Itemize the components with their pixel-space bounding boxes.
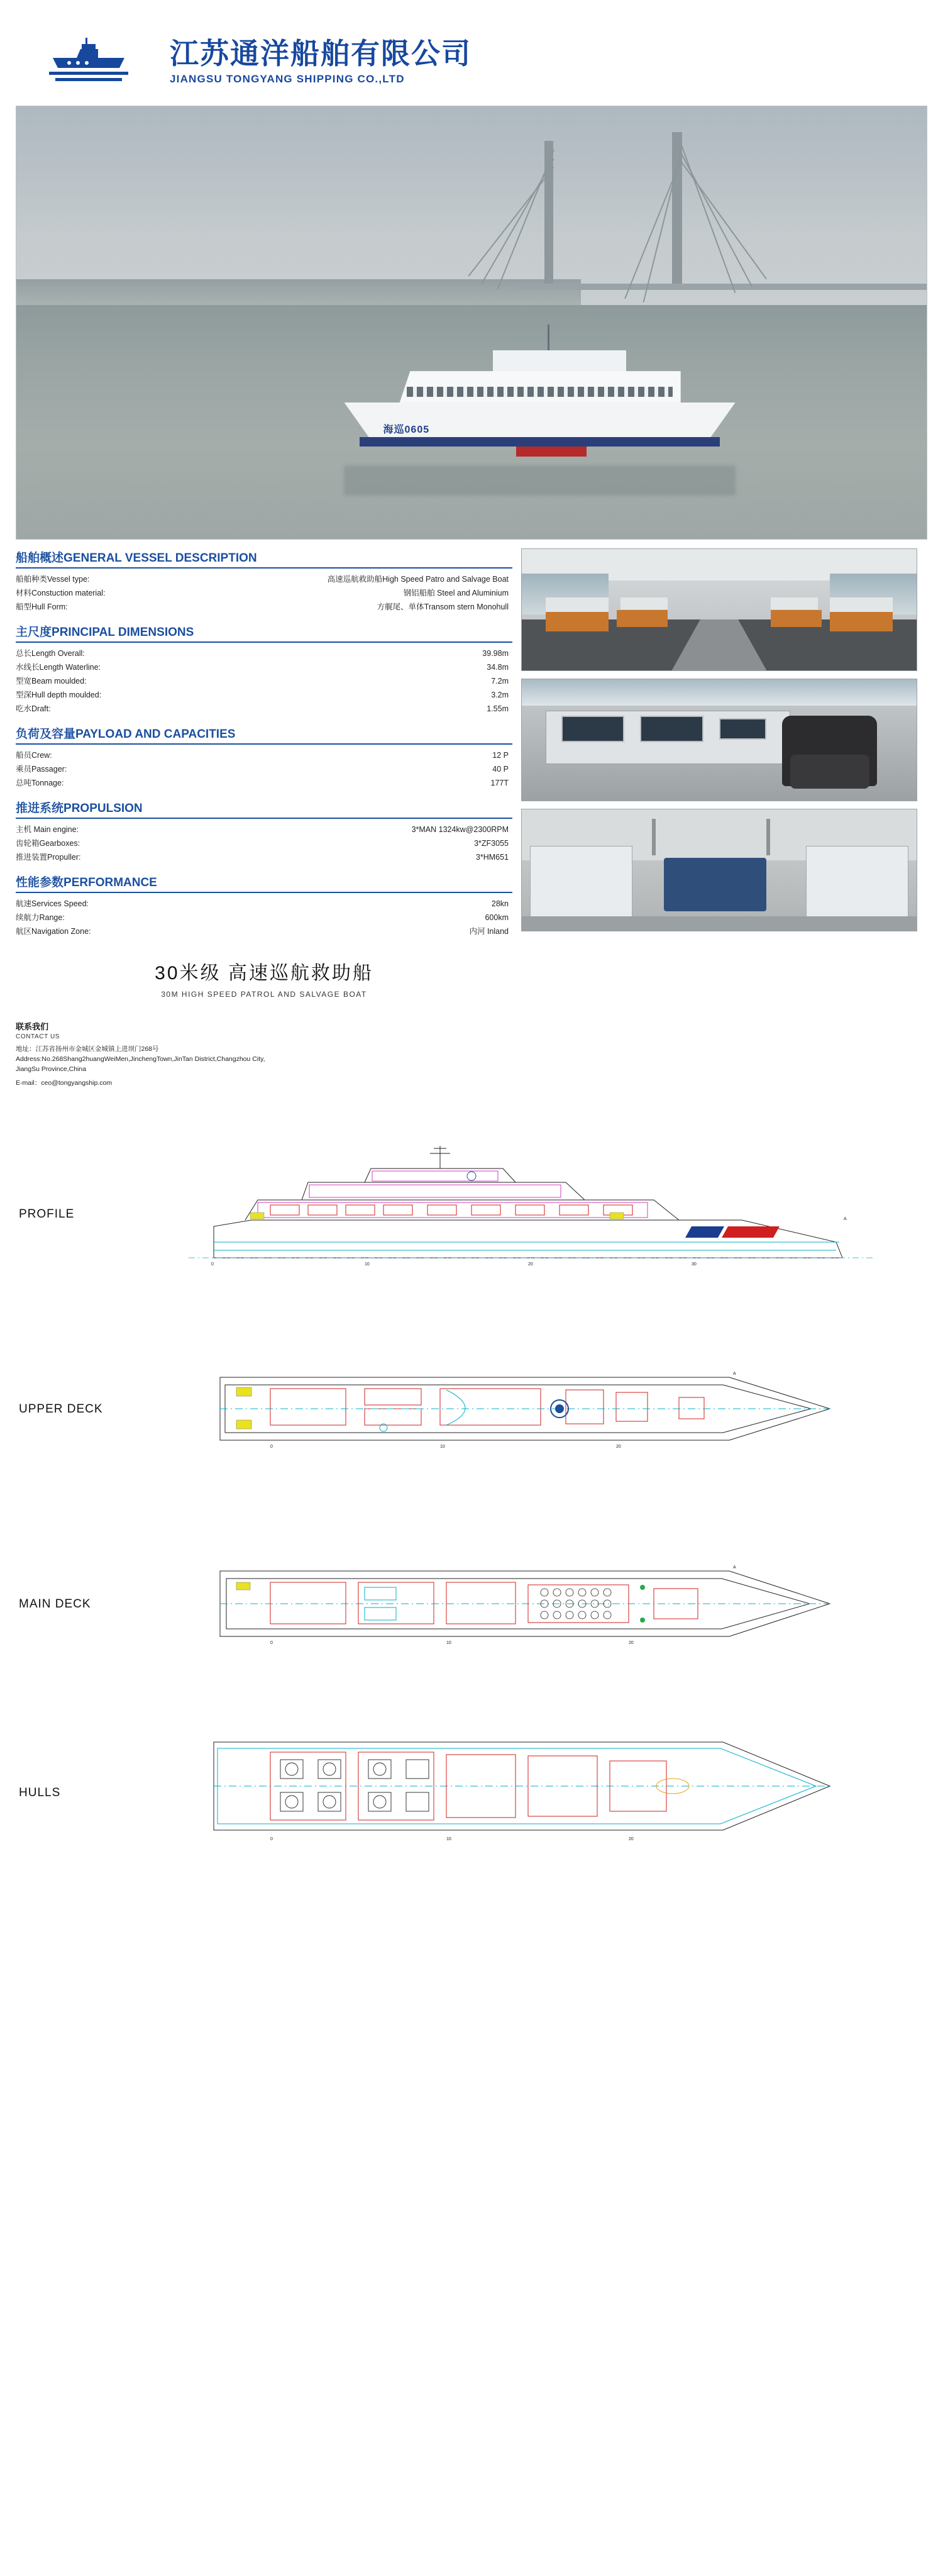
svg-text:30: 30 xyxy=(692,1262,697,1267)
upper-deck-drawing xyxy=(0,1327,943,1491)
svg-text:A: A xyxy=(844,1217,847,1221)
spec-key: 吃水Draft: xyxy=(16,704,51,713)
drawing-label-profile: PROFILE xyxy=(19,1208,75,1221)
svg-text:0: 0 xyxy=(270,1445,273,1449)
saloon-seat xyxy=(617,610,668,627)
spec-row xyxy=(16,660,512,674)
svg-text:20: 20 xyxy=(629,1641,634,1645)
company-name-en: JIANGSU TONGYANG SHIPPING CO.,LTD xyxy=(170,73,405,86)
svg-text:10: 10 xyxy=(446,1641,451,1645)
water-reflection xyxy=(344,465,736,496)
company-name-cn: 江苏通洋船舶有限公司 xyxy=(170,36,472,70)
specification-panel xyxy=(16,548,512,1088)
spec-value: 3*MAN 1324kw@2300RPM xyxy=(411,825,509,834)
product-title-block xyxy=(16,957,512,999)
section-dimensions xyxy=(16,623,512,716)
drawing-label-upper-deck: UPPER DECK xyxy=(19,1402,103,1416)
section-title-en: PRINCIPAL DIMENSIONS xyxy=(52,626,194,639)
spec-value: 内河 Inland xyxy=(469,927,509,936)
spec-row xyxy=(16,924,512,938)
vessel-mast xyxy=(548,325,549,353)
section-title-payload xyxy=(16,724,512,745)
hulls-canvas xyxy=(176,1717,886,1862)
vessel-red-stripe xyxy=(516,447,587,457)
spec-key: 齿轮箱Gearboxes: xyxy=(16,839,80,848)
helm-seat-base xyxy=(790,755,869,789)
spec-and-gallery xyxy=(16,548,927,1088)
spec-key: 船型Hull Form: xyxy=(16,602,68,611)
spec-key: 水线长Length Waterline: xyxy=(16,663,101,672)
svg-text:10: 10 xyxy=(440,1445,445,1449)
spec-row xyxy=(16,823,512,836)
spec-key: 乘员Passager: xyxy=(16,765,67,774)
upper-deck-canvas xyxy=(176,1327,886,1491)
bridge-deck xyxy=(517,284,927,290)
spec-row xyxy=(16,647,512,660)
hulls-drawing xyxy=(0,1717,943,1862)
section-performance xyxy=(16,873,512,938)
section-title-cn: 性能参数 xyxy=(16,876,64,889)
svg-text:20: 20 xyxy=(629,1837,634,1841)
radar-screen xyxy=(561,716,624,742)
wheelhouse-windscreen xyxy=(522,679,917,706)
spec-row xyxy=(16,850,512,864)
section-general xyxy=(16,548,512,614)
vessel-wheelhouse xyxy=(493,350,626,374)
svg-text:0: 0 xyxy=(211,1262,214,1267)
hero-vessel-photo xyxy=(16,106,927,540)
contact-block xyxy=(16,1020,494,1088)
spec-value: 1.55m xyxy=(487,704,509,713)
general-arrangement-drawings xyxy=(0,1132,943,1862)
spec-row xyxy=(16,674,512,688)
spec-value: 高速巡航救助船High Speed Patro and Salvage Boat xyxy=(327,575,509,584)
profile-canvas xyxy=(176,1132,886,1296)
product-title-cn: 30米级 高速巡航救助船 xyxy=(155,963,373,984)
section-title-general xyxy=(16,548,512,569)
svg-text:20: 20 xyxy=(528,1262,533,1267)
product-title-en: 30M HIGH SPEED PATROL AND SALVAGE BOAT xyxy=(161,990,367,999)
section-title-cn: 船舶概述 xyxy=(16,552,64,565)
svg-text:10: 10 xyxy=(365,1262,370,1267)
engine-room-photo xyxy=(521,809,917,931)
vessel-name-text: 海巡0605 xyxy=(383,425,430,436)
spec-row xyxy=(16,776,512,790)
spec-row xyxy=(16,762,512,776)
vessel xyxy=(344,340,736,470)
switchboard-left xyxy=(530,846,632,919)
spec-value: 7.2m xyxy=(491,677,509,686)
spec-value: 28kn xyxy=(491,899,509,908)
drawing-label-hulls: HULLS xyxy=(19,1786,61,1799)
spec-value: 39.98m xyxy=(482,649,509,658)
exhaust-pipe xyxy=(652,819,656,855)
spec-value: 40 P xyxy=(492,765,509,774)
wheelhouse-photo xyxy=(521,679,917,801)
spec-value: 方艉尾、单体Transom stern Monohull xyxy=(377,602,509,611)
main-deck-canvas xyxy=(176,1522,886,1685)
section-title-propulsion xyxy=(16,799,512,819)
spec-key: 型深Hull depth moulded: xyxy=(16,691,102,699)
section-title-cn: 推进系统 xyxy=(16,802,64,815)
spec-row xyxy=(16,836,512,850)
spec-key: 船舶种类Vessel type: xyxy=(16,575,90,584)
spec-key: 推进装置Propuller: xyxy=(16,853,81,862)
main-engine xyxy=(664,858,766,911)
spec-value: 12 P xyxy=(492,751,509,760)
saloon-seat-back xyxy=(546,597,609,612)
spec-key: 船员Crew: xyxy=(16,751,52,760)
far-shore xyxy=(16,279,581,305)
svg-text:A: A xyxy=(733,1565,736,1570)
contact-address-cn: 地址：江苏省扬州市金城区金城镇上进坝门268号 xyxy=(16,1045,159,1053)
spec-row xyxy=(16,702,512,716)
spec-row xyxy=(16,897,512,911)
spec-row xyxy=(16,911,512,924)
spec-value: 3.2m xyxy=(491,691,509,699)
engine-room-floor-grating xyxy=(522,916,917,931)
section-propulsion xyxy=(16,799,512,864)
ecdis-screen xyxy=(640,716,703,742)
section-title-en: PAYLOAD AND CAPACITIES xyxy=(75,728,236,741)
spec-row xyxy=(16,572,512,586)
drawing-label-main-deck: MAIN DECK xyxy=(19,1597,91,1611)
spec-key: 型宽Beam moulded: xyxy=(16,677,87,686)
saloon-seat xyxy=(546,612,609,631)
saloon-seat xyxy=(830,612,893,631)
company-identity xyxy=(170,38,472,86)
svg-text:10: 10 xyxy=(446,1837,451,1841)
spec-key: 续航力Range: xyxy=(16,913,65,922)
vessel-window-band xyxy=(407,387,673,397)
spec-key: 总长Length Overall: xyxy=(16,649,85,658)
spec-row xyxy=(16,586,512,600)
section-payload xyxy=(16,724,512,790)
passenger-saloon-photo xyxy=(521,548,917,671)
spec-key: 材料Constuction material: xyxy=(16,589,106,597)
contact-address-en-2: JiangSu Province,China xyxy=(16,1065,87,1073)
profile-drawing xyxy=(0,1132,943,1296)
spec-value: 177T xyxy=(490,779,509,787)
saloon-seat-back xyxy=(771,597,818,609)
main-deck-drawing xyxy=(0,1522,943,1685)
section-title-en: GENERAL VESSEL DESCRIPTION xyxy=(63,552,257,565)
spec-key: 航区Navigation Zone: xyxy=(16,927,91,936)
saloon-seat-back xyxy=(830,597,893,612)
vessel-blue-stripe xyxy=(360,437,720,446)
page-header xyxy=(0,0,943,102)
svg-text:0: 0 xyxy=(270,1641,273,1645)
contact-heading-cn: 联系我们 xyxy=(16,1022,49,1031)
spec-value: 34.8m xyxy=(487,663,509,672)
spec-value: 600km xyxy=(485,913,509,922)
section-title-dimensions xyxy=(16,623,512,643)
spec-value: 3*HM651 xyxy=(475,853,509,862)
spec-row xyxy=(16,748,512,762)
svg-text:A: A xyxy=(733,1372,736,1376)
section-title-en: PROPULSION xyxy=(63,802,143,815)
photo-gallery xyxy=(521,548,917,1088)
spec-row xyxy=(16,688,512,702)
switchboard-right xyxy=(806,846,908,919)
svg-text:0: 0 xyxy=(270,1837,273,1841)
exhaust-pipe xyxy=(766,819,770,855)
spec-key: 主机 Main engine: xyxy=(16,825,79,834)
section-title-cn: 负荷及容量 xyxy=(16,728,76,741)
section-title-performance xyxy=(16,873,512,893)
saloon-seat-back xyxy=(620,597,668,609)
sky xyxy=(16,106,927,305)
monitor-screen xyxy=(719,718,766,740)
spec-key: 总吨Tonnage: xyxy=(16,779,64,787)
ship-logo-icon xyxy=(44,33,151,91)
spec-value: 3*ZF3055 xyxy=(474,839,509,848)
section-title-cn: 主尺度 xyxy=(16,626,52,639)
contact-address-en: Address:No.268Shang2huangWeiMen,JinchengTown,JinTan District,Changzhou City, xyxy=(16,1055,265,1063)
contact-heading-en: CONTACT US xyxy=(16,1033,60,1040)
section-title-en: PERFORMANCE xyxy=(63,876,157,889)
saloon-seat xyxy=(771,610,822,627)
spec-value: 钢铝船舶 Steel and Aluminium xyxy=(403,589,509,597)
contact-email[interactable]: E-mail：ceo@tongyangship.com xyxy=(16,1079,113,1087)
svg-text:20: 20 xyxy=(616,1445,621,1449)
spec-key: 航速Services Speed: xyxy=(16,899,89,908)
spec-row xyxy=(16,600,512,614)
